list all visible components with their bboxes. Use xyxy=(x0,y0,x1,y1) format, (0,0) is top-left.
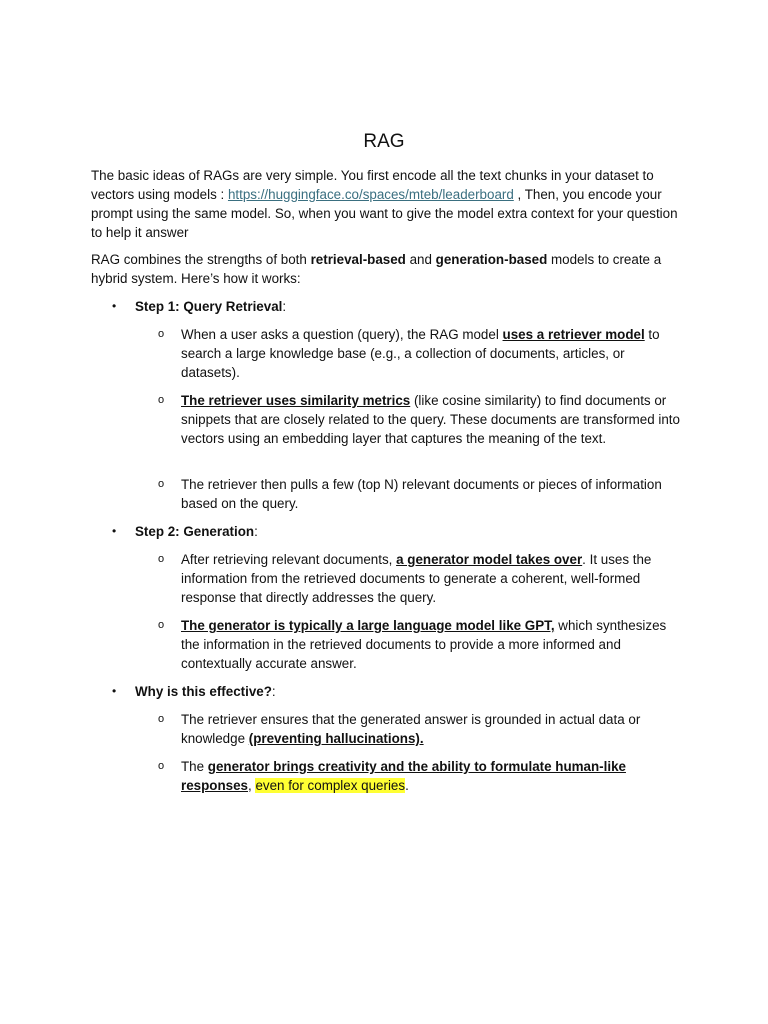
list-item-text: (like cosine similarity) to find documents or snippets that are closely related to the query. These documents are transformed into vectors using an embedding layer that captures the meaning of the text. xyxy=(181,393,680,446)
leaderboard-link[interactable]: https://huggingface.co/spaces/mteb/leaderboard xyxy=(227,187,514,202)
list-item-text: which synthesizes the information in the retrieved documents to provide a more informed and contextually accurate answer. xyxy=(181,618,667,671)
intro-paragraph xyxy=(91,166,691,242)
step1-item-2 xyxy=(181,391,681,448)
list-item-emphasis: (preventing hallucinations). xyxy=(248,731,424,746)
sub-bullet-icon: o xyxy=(158,619,165,631)
list-item-text: The retriever ensures that the generated answer is grounded in actual data or knowledge xyxy=(181,712,641,746)
why-heading xyxy=(135,682,685,701)
step1-label: Step 1: Query Retrieval xyxy=(135,299,283,314)
why-colon: : xyxy=(271,684,276,699)
list-item-text: After retrieving relevant documents, xyxy=(181,552,397,567)
page-title: RAG xyxy=(363,131,405,152)
bullet-icon: • xyxy=(112,524,117,538)
list-item-text: The retriever then pulls a few (top N) relevant documents or pieces of information based on the query. xyxy=(181,477,662,511)
list-item-text: , xyxy=(248,778,256,793)
overview-paragraph xyxy=(91,250,691,288)
overview-bold-retrieval: retrieval-based xyxy=(310,252,406,267)
step2-label: Step 2: Generation xyxy=(135,524,255,539)
bullet-icon: • xyxy=(112,684,117,698)
step1-item-3 xyxy=(181,475,681,513)
why-item-2 xyxy=(181,757,681,795)
list-item-text: The xyxy=(181,759,208,774)
step1-item-1 xyxy=(181,325,681,382)
bullet-icon: • xyxy=(112,299,117,313)
list-item-emphasis: generator brings creativity and the ability to formulate human-like responses xyxy=(181,759,626,793)
sub-bullet-icon: o xyxy=(158,328,165,340)
why-label: Why is this effective? xyxy=(135,684,272,699)
list-item-text: . It uses the information from the retrieved documents to generate a coherent, well-formed response that directly addresses the query. xyxy=(181,552,652,605)
overview-text: RAG combines the strengths of both xyxy=(91,252,311,267)
why-item-1 xyxy=(181,710,681,748)
list-item-text: When a user asks a question (query), the RAG model xyxy=(181,327,503,342)
sub-bullet-icon: o xyxy=(158,553,165,565)
list-item-text: to search a large knowledge base (e.g., a collection of documents, articles, or datasets). xyxy=(181,327,660,380)
list-item-emphasis: The retriever uses similarity metrics xyxy=(181,393,411,408)
sub-bullet-icon: o xyxy=(158,760,165,772)
step1-colon: : xyxy=(282,299,287,314)
sub-bullet-icon: o xyxy=(158,713,165,725)
overview-text-and: and xyxy=(405,252,436,267)
list-item-emphasis: uses a retriever model xyxy=(502,327,645,342)
step2-item-2 xyxy=(181,616,681,673)
overview-bold-generation: generation-based xyxy=(435,252,548,267)
list-item-emphasis: a generator model takes over xyxy=(396,552,583,567)
highlighted-text: even for complex queries xyxy=(255,778,406,793)
sub-bullet-icon: o xyxy=(158,478,165,490)
step2-heading xyxy=(135,522,685,541)
list-item-emphasis: The generator is typically a large language model like GPT, xyxy=(181,618,555,633)
sub-bullet-icon: o xyxy=(158,394,165,406)
step2-colon: : xyxy=(254,524,258,539)
intro-text: The basic ideas of RAGs are very simple. You first encode all the text chunks in your dataset to vectors using models : xyxy=(91,168,654,202)
step1-heading xyxy=(135,297,685,316)
overview-text-end: models to create a hybrid system. Here’s how it works: xyxy=(91,252,662,286)
step2-item-1 xyxy=(181,550,681,607)
list-item-text: . xyxy=(405,778,409,793)
intro-text-continued: , Then, you encode your prompt using the same model. So, when you want to give the model extra context for your question to help it answer xyxy=(91,187,678,240)
